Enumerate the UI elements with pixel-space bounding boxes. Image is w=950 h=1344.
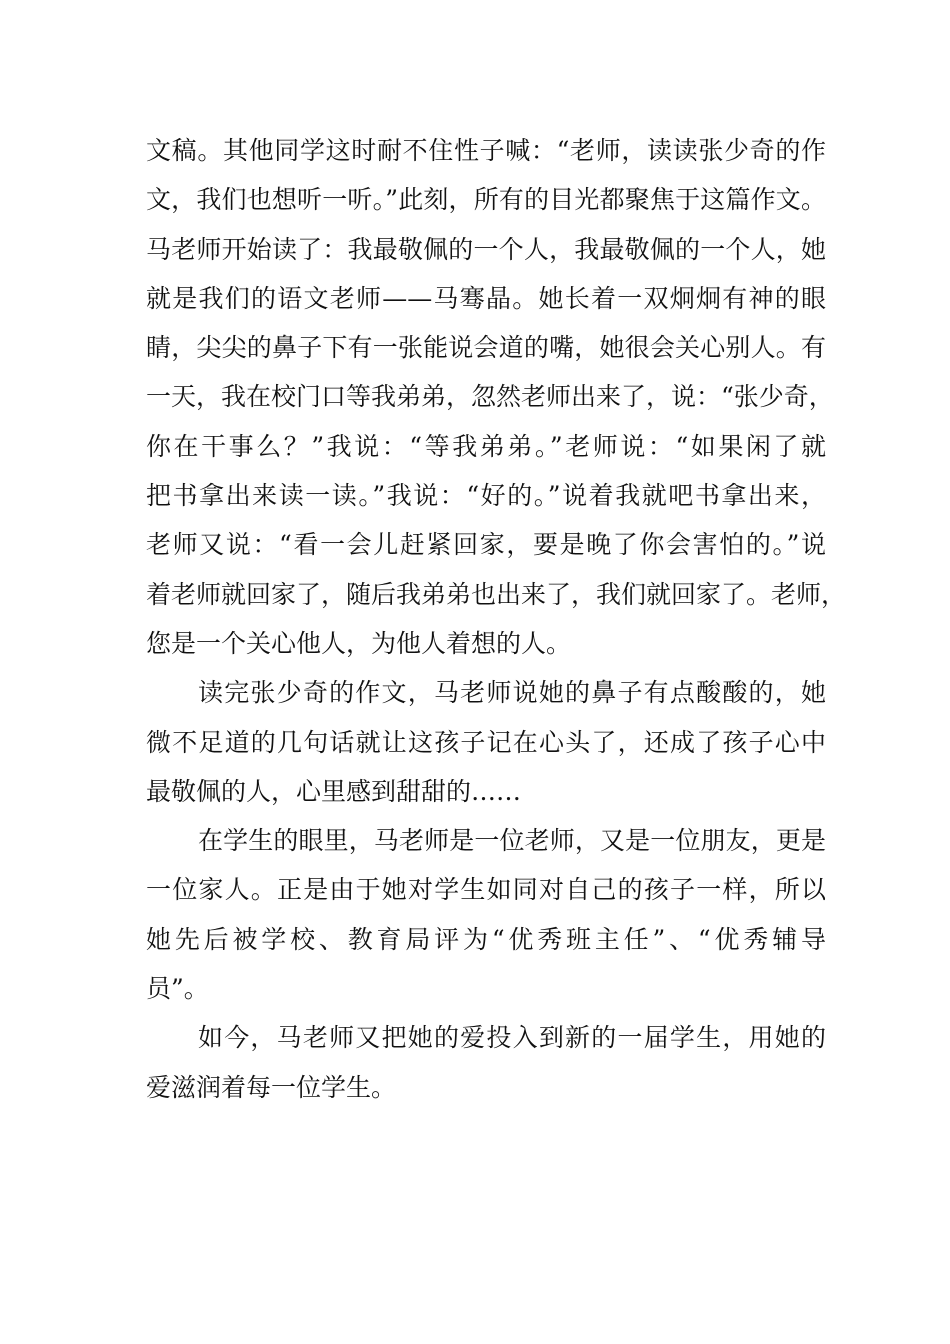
document-body: [146, 126, 847, 1112]
text-line: 就是我们的语文老师——马骞晶。她长着一双炯炯有神的眼: [146, 283, 826, 313]
text-line: 把书拿出来读一读。”我说：“好的。”说着我就吧书拿出来，: [146, 481, 826, 511]
text-line: 一天，我在校门口等我弟弟，忽然老师出来了，说：“张少奇，: [146, 382, 834, 412]
text-line: 您是一个关心他人，为他人着想的人。: [146, 628, 572, 658]
text-line: 她先后被学校、教育局评为“优秀班主任”、“优秀辅导: [146, 924, 826, 954]
text-line: 睛，尖尖的鼻子下有一张能说会道的嘴，她很会关心别人。有: [146, 333, 826, 363]
text-line: 着老师就回家了，随后我弟弟也出来了，我们就回家了。老师，: [146, 579, 847, 609]
text-line: 读完张少奇的作文，马老师说她的鼻子有点酸酸的，她: [198, 678, 826, 708]
text-line: 老师又说：“看一会儿赶紧回家，要是晚了你会害怕的。”说: [146, 530, 826, 560]
text-line: 马老师开始读了：我最敬佩的一个人，我最敬佩的一个人，她: [146, 234, 826, 264]
text-line: 最敬佩的人，心里感到甜甜的……: [146, 776, 522, 806]
text-line: 文，我们也想听一听。”此刻，所有的目光都聚焦于这篇作文。: [146, 185, 826, 215]
text-line: 如今，马老师又把她的爱投入到新的一届学生，用她的: [198, 1023, 826, 1053]
text-line: 你在干事么？”我说：“等我弟弟。”老师说：“如果闲了就: [146, 431, 826, 461]
text-line: 爱滋润着每一位学生。: [146, 1072, 397, 1102]
text-line: 文稿。其他同学这时耐不住性子喊：“老师，读读张少奇的作: [146, 136, 826, 165]
text-line: 在学生的眼里，马老师是一位老师，又是一位朋友，更是: [198, 826, 826, 856]
text-line: 微不足道的几句话就让这孩子记在心头了，还成了孩子心中: [146, 727, 826, 757]
text-line: 员”。: [146, 974, 209, 1004]
text-line: 一位家人。正是由于她对学生如同对自己的孩子一样，所以: [146, 875, 826, 905]
